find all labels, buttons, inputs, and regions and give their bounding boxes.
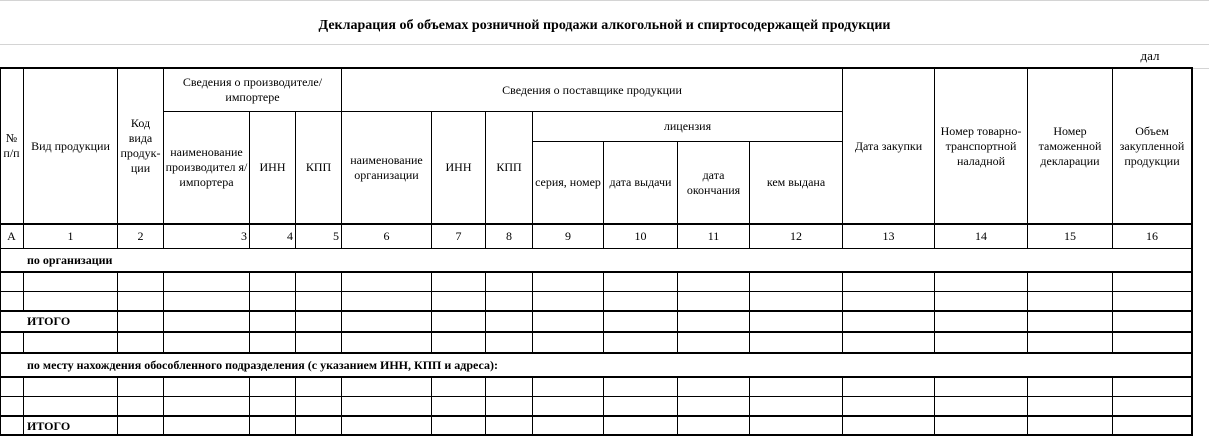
header-producer-name: наименование производител я/импортера [165, 145, 248, 189]
colnum-11: 11 [707, 229, 720, 243]
header-supplier-group: Сведения о поставщике продукции [502, 82, 682, 97]
header-num: № п/п [3, 131, 20, 160]
header-license-end-date: дата окончания [686, 167, 741, 197]
header-license-issued-by: кем выдана [766, 175, 826, 189]
colnum-12: 12 [790, 229, 802, 243]
colnum-2: 2 [137, 229, 144, 243]
colnum-8: 8 [506, 229, 512, 243]
header-purchase-date: Дата закупки [854, 138, 923, 153]
colnum-9: 9 [565, 229, 571, 243]
header-supplier-inn: ИНН [445, 160, 472, 174]
unit-label: дал [1140, 48, 1160, 63]
header-producer-group: Сведения о производителе/импортере [182, 75, 323, 104]
document-title: Декларация об объемах розничной продажи алкогольной и спиртосодержащей продукции [318, 18, 891, 33]
colnum-7: 7 [455, 229, 462, 243]
header-product-type: Вид продукции [31, 138, 110, 153]
header-supplier-kpp: КПП [496, 160, 522, 174]
header-license-issue-date: дата выдачи [609, 175, 672, 189]
colnum-16: 16 [1146, 229, 1158, 243]
header-volume: Объем закупленной продукции [1119, 123, 1185, 168]
colnum-6: 6 [383, 229, 390, 243]
colnum-10: 10 [634, 229, 647, 243]
header-customs-number: Номер таможенной декларации [1038, 123, 1102, 168]
header-license-series: серия, номер [535, 175, 601, 189]
colnum-5: 5 [333, 229, 339, 243]
header-producer-inn: ИНН [259, 160, 286, 174]
header-license-group: лицензия [663, 119, 712, 133]
colnum-3: 3 [241, 229, 247, 243]
colnum-a: А [7, 229, 16, 243]
header-producer-kpp: КПП [305, 160, 332, 174]
colnum-13: 13 [882, 229, 895, 243]
colnum-4: 4 [287, 229, 293, 243]
header-supplier-name: наименование организации [350, 152, 423, 182]
total-row-1-label: ИТОГО [27, 314, 71, 328]
section-by-subdivision: по месту нахождения обособленного подразделения (с указанием ИНН, КПП и адреса): [27, 357, 498, 372]
total-row-2-label: ИТОГО [27, 418, 71, 433]
section-by-organization: по организации [27, 252, 113, 267]
colnum-1: 1 [67, 229, 74, 243]
colnum-15: 15 [1064, 229, 1076, 243]
header-waybill-number: Номер товарно-транспортной наладной [940, 123, 1022, 168]
colnum-14: 14 [975, 229, 987, 243]
header-product-code: Код вида продук-ции [120, 116, 161, 175]
